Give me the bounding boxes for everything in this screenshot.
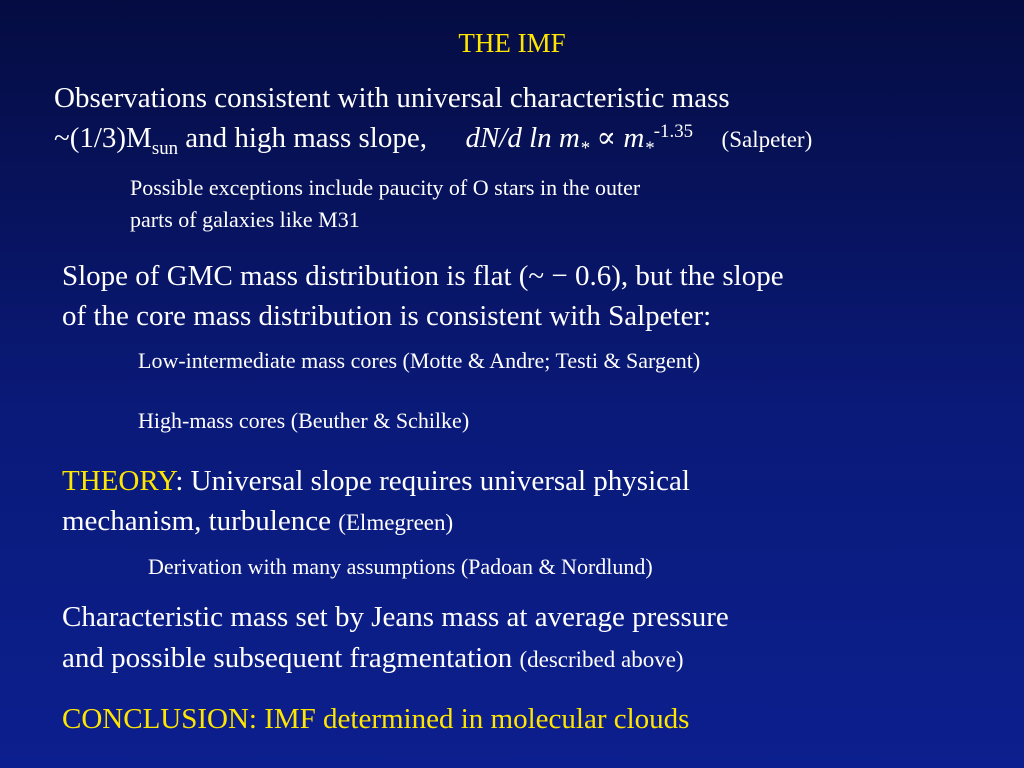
para4-line1: Characteristic mass set by Jeans mass at average pressure	[62, 601, 729, 633]
imf-formula	[465, 120, 694, 159]
para3-line2-ref: (Elmegreen)	[338, 510, 454, 535]
para3-line1-rest: : Universal slope requires universal physical	[175, 465, 690, 497]
para2-line2: of the core mass distribution is consistent with Salpeter:	[62, 300, 712, 332]
para4-line2	[62, 638, 684, 678]
para1-mass-middle: and high mass slope,	[178, 122, 427, 154]
conclusion: CONCLUSION: IMF determined in molecular clouds	[62, 703, 690, 735]
para2-ref2: High-mass cores (Beuther & Schilke)	[138, 408, 470, 433]
para1-note-line2: parts of galaxies like M31	[130, 207, 360, 232]
para1-mass-sub: sun	[151, 137, 179, 159]
para2-ref1: Low-intermediate mass cores (Motte & Andre; Testi & Sargent)	[138, 348, 701, 373]
para4-line2-ref: (described above)	[519, 647, 684, 672]
formula-star2: *	[644, 137, 654, 159]
para3-line2	[62, 501, 453, 541]
formula-main: dN/d ln m	[465, 122, 580, 154]
para3-line2-text: mechanism, turbulence	[62, 505, 339, 537]
para3-line1	[62, 461, 690, 501]
formula-prop: ∝ m	[589, 122, 645, 154]
theory-label: THEORY	[62, 465, 176, 497]
para1-line2	[54, 118, 812, 158]
para3-ref: Derivation with many assumptions (Padoan & Nordlund)	[148, 554, 653, 579]
para2-line1: Slope of GMC mass distribution is flat (~ − 0.6), but the slope	[62, 260, 784, 292]
para1-mass-prefix: ~(1/3)M	[54, 122, 152, 154]
salpeter-ref: (Salpeter)	[721, 127, 813, 152]
formula-exponent: -1.35	[653, 120, 694, 142]
para1-note-line1: Possible exceptions include paucity of O stars in the outer	[130, 175, 641, 200]
formula-star1: *	[579, 137, 590, 159]
slide-title: THE IMF	[458, 28, 566, 58]
para4-line2-text: and possible subsequent fragmentation	[62, 642, 520, 674]
para1-line1: Observations consistent with universal characteristic mass	[54, 82, 730, 114]
